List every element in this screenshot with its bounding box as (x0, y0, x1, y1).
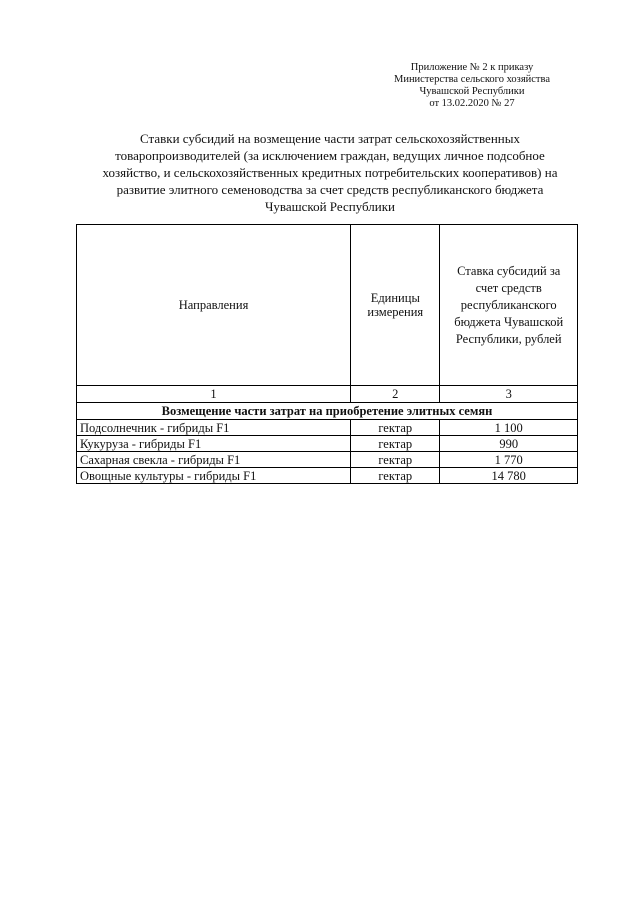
header-rate-line: Ставка субсидий за (457, 263, 561, 278)
annex-line: Чувашской Республики (419, 86, 525, 97)
header-direction: Направления (77, 225, 351, 386)
row-rate: 1 100 (440, 420, 578, 436)
title-line: хозяйство, и сельскохозяйственных кредитных потребительских кооперативов) на (102, 165, 558, 180)
annex-line: Министерства сельского хозяйства (393, 74, 550, 85)
annex-reference (372, 62, 572, 110)
section-row (77, 403, 578, 420)
row-rate: 1 770 (440, 452, 578, 468)
row-direction: Овощные культуры - гибриды F1 (77, 468, 351, 484)
header-rate-line: счет средств (475, 280, 542, 295)
row-direction: Сахарная свекла - гибриды F1 (77, 452, 351, 468)
header-unit (351, 225, 440, 386)
column-number: 3 (440, 386, 578, 403)
row-unit: гектар (351, 468, 440, 484)
column-number: 1 (77, 386, 351, 403)
header-rate-line: бюджета Чувашской (454, 314, 564, 329)
table-row (77, 452, 578, 468)
header-row (77, 225, 578, 386)
subsidy-rates-table (76, 224, 578, 484)
title-line: товаропроизводителей (за исключением граждан, ведущих личное подсобное (115, 148, 545, 163)
row-unit: гектар (351, 452, 440, 468)
column-number: 2 (351, 386, 440, 403)
row-unit: гектар (351, 420, 440, 436)
column-number-row (77, 386, 578, 403)
table-row (77, 420, 578, 436)
title-line: развитие элитного семеноводства за счет средств республиканского бюджета (116, 182, 544, 197)
annex-line: от 13.02.2020 № 27 (429, 98, 515, 109)
title-line: Ставки субсидий на возмещение части затрат сельскохозяйственных (140, 131, 520, 146)
table-row (77, 468, 578, 484)
annex-line: Приложение № 2 к приказу (410, 62, 534, 73)
header-unit-line: Единицы (370, 291, 420, 305)
header-unit-line: измерения (367, 305, 424, 319)
table-row (77, 436, 578, 452)
document-title (60, 130, 600, 215)
row-rate: 990 (440, 436, 578, 452)
section-title: Возмещение части затрат на приобретение элитных семян (77, 403, 578, 420)
row-unit: гектар (351, 436, 440, 452)
header-rate-line: Республики, рублей (455, 331, 562, 346)
header-rate-line: республиканского (460, 297, 557, 312)
row-direction: Подсолнечник - гибриды F1 (77, 420, 351, 436)
title-line: Чувашской Республики (264, 199, 396, 214)
row-direction: Кукуруза - гибриды F1 (77, 436, 351, 452)
row-rate: 14 780 (440, 468, 578, 484)
header-rate (440, 225, 578, 386)
